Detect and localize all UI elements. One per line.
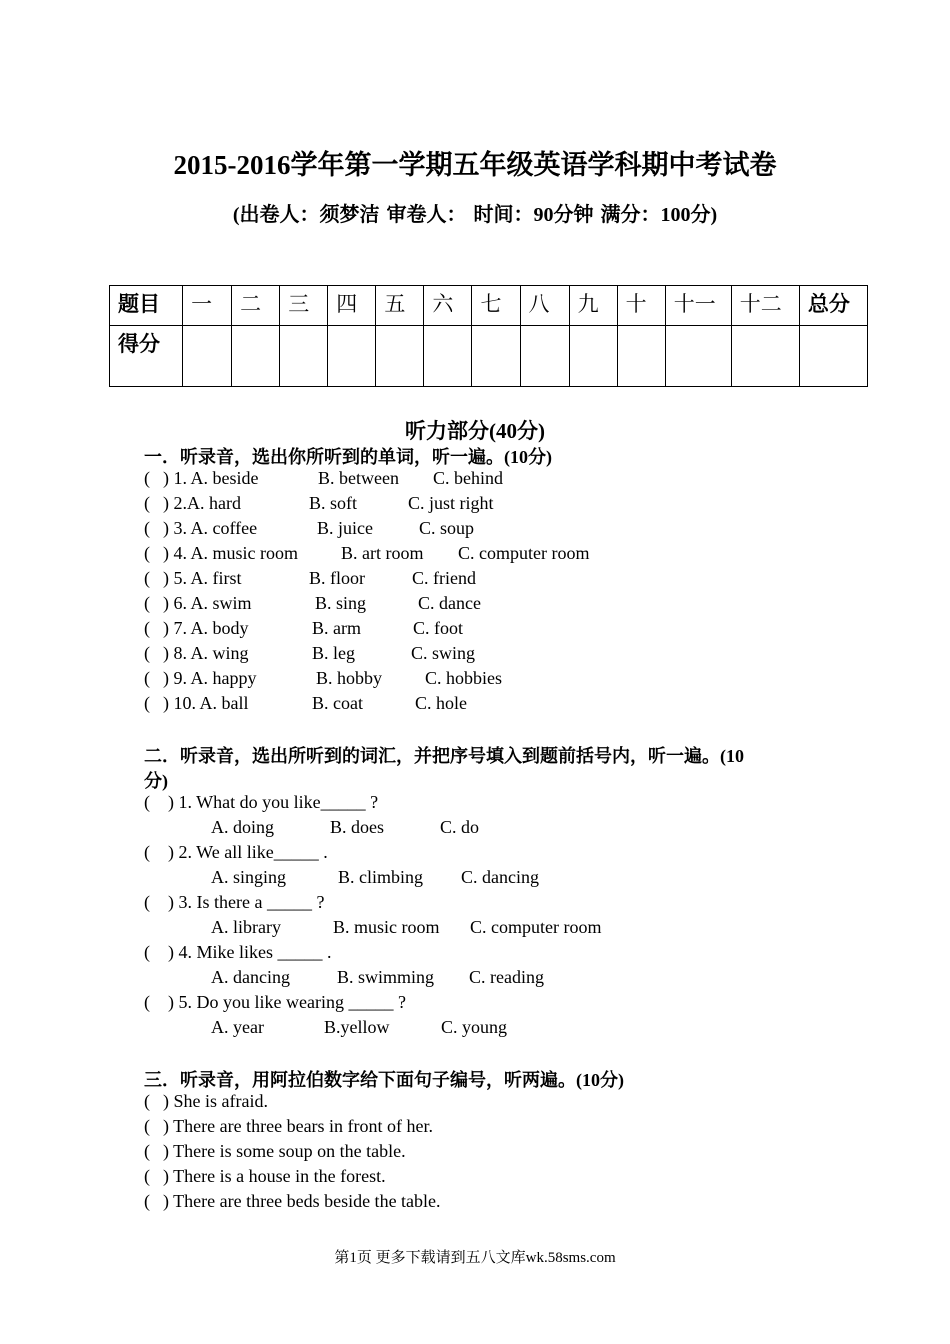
answer-paren[interactable]: ( [144, 568, 150, 588]
question-option-c: C. computer room [470, 917, 602, 937]
table-cell: 七 [472, 286, 520, 326]
score-cell[interactable] [232, 326, 280, 387]
table-cell: 五 [376, 286, 424, 326]
question-option-c: C. computer room [458, 543, 590, 563]
question-option-a: A. doing [211, 817, 274, 837]
answer-paren[interactable]: ( [144, 643, 150, 663]
section2-heading-line1: 二．听录音，选出所听到的词汇，并把序号填入到题前括号内，听一遍。(10 [144, 746, 744, 766]
answer-paren[interactable]: ( [144, 543, 150, 563]
question-option-c: C. friend [412, 568, 476, 588]
question-option-b: B. sing [315, 593, 367, 613]
question-option-b: B. coat [312, 693, 363, 713]
question-text: ) 5. Do you like wearing _____ ? [168, 992, 406, 1012]
answer-paren[interactable]: ( [144, 593, 150, 613]
score-cell[interactable] [280, 326, 328, 387]
answer-paren[interactable]: ( [144, 618, 150, 638]
question-option-a: ) 7. A. body [163, 618, 249, 638]
answer-paren[interactable]: ( [144, 1141, 150, 1161]
sentence-item: ) There are three beds beside the table. [163, 1191, 441, 1211]
question-option-b: B. hobby [316, 668, 383, 688]
answer-paren[interactable]: ( [144, 992, 150, 1012]
question-option-b: B. climbing [338, 867, 423, 887]
answer-paren[interactable]: ( [144, 518, 150, 538]
answer-paren[interactable]: ( [144, 892, 150, 912]
question-option-b: B. juice [317, 518, 373, 538]
answer-paren[interactable]: ( [144, 1116, 150, 1136]
question-option-b: B. between [318, 468, 399, 488]
sentence-item: ) There are three bears in front of her. [163, 1116, 434, 1136]
question-option-b: B. arm [312, 618, 361, 638]
question-option-a: ) 3. A. coffee [163, 518, 258, 538]
question-option-a: ) 4. A. music room [163, 543, 298, 563]
answer-paren[interactable]: ( [144, 468, 150, 488]
score-cell[interactable] [328, 326, 376, 387]
sentence-item: ) She is afraid. [163, 1091, 268, 1111]
question-option-b: B. floor [309, 568, 365, 588]
question-option-a: ) 1. A. beside [163, 468, 259, 488]
question-option-b: B. soft [309, 493, 358, 513]
question-option-a: A. library [211, 917, 281, 937]
question-option-c: C. just right [408, 493, 494, 513]
table-cell: 九 [569, 286, 617, 326]
question-option-c: C. hole [415, 693, 467, 713]
score-cell[interactable] [520, 326, 569, 387]
table-cell: 总分 [799, 286, 867, 326]
question-option-a: ) 6. A. swim [163, 593, 252, 613]
question-option-b: B. does [330, 817, 384, 837]
score-cell[interactable] [617, 326, 665, 387]
question-option-c: C. dance [418, 593, 481, 613]
table-cell: 四 [328, 286, 376, 326]
question-option-b: B. art room [341, 543, 424, 563]
score-cell[interactable] [731, 326, 799, 387]
question-option-a: ) 8. A. wing [163, 643, 249, 663]
question-option-c: C. swing [411, 643, 476, 663]
question-option-b: B. music room [333, 917, 440, 937]
table-cell: 得分 [110, 326, 183, 387]
table-cell: 三 [280, 286, 328, 326]
table-cell: 二 [232, 286, 280, 326]
score-cell[interactable] [472, 326, 520, 387]
listening-section-title: 听力部分(40分) [405, 419, 545, 443]
table-cell: 八 [520, 286, 569, 326]
question-option-a: ) 5. A. first [163, 568, 242, 588]
sentence-item: ) There is some soup on the table. [163, 1141, 406, 1161]
question-text: ) 4. Mike likes _____ . [168, 942, 332, 962]
question-option-a: A. singing [211, 867, 287, 887]
answer-paren[interactable]: ( [144, 493, 150, 513]
sentence-item: ) There is a house in the forest. [163, 1166, 386, 1186]
question-option-b: B. swimming [337, 967, 435, 987]
table-cell: 十一 [665, 286, 731, 326]
table-cell: 十 [617, 286, 665, 326]
question-option-c: C. soup [419, 518, 475, 538]
question-text: ) 1. What do you like_____ ? [168, 792, 379, 812]
score-table-header-row [110, 286, 868, 326]
score-cell[interactable] [569, 326, 617, 387]
page-title: 2015-2016学年第一学期五年级英语学科期中考试卷 [173, 150, 777, 180]
score-table-score-row [110, 326, 868, 387]
answer-paren[interactable]: ( [144, 1091, 150, 1111]
question-option-c: C. foot [413, 618, 464, 638]
question-option-b: B. leg [312, 643, 355, 663]
question-option-c: C. hobbies [425, 668, 503, 688]
question-text: ) 2. We all like_____ . [168, 842, 328, 862]
table-cell: 十二 [731, 286, 799, 326]
question-option-c: C. reading [469, 967, 544, 987]
answer-paren[interactable]: ( [144, 792, 150, 812]
answer-paren[interactable]: ( [144, 842, 150, 862]
score-table [109, 285, 868, 387]
question-option-b: B.yellow [324, 1017, 390, 1037]
section1-heading: 一．听录音，选出你所听到的单词，听一遍。(10分) [144, 447, 552, 467]
score-cell[interactable] [665, 326, 731, 387]
score-cell[interactable] [799, 326, 867, 387]
table-cell: 题目 [110, 286, 183, 326]
table-cell: 一 [183, 286, 232, 326]
question-option-a: A. dancing [211, 967, 290, 987]
question-option-c: C. young [441, 1017, 508, 1037]
section3-heading: 三．听录音，用阿拉伯数字给下面句子编号，听两遍。(10分) [144, 1070, 624, 1090]
answer-paren[interactable]: ( [144, 668, 150, 688]
table-cell: 六 [424, 286, 472, 326]
question-option-c: C. behind [433, 468, 503, 488]
score-cell[interactable] [183, 326, 232, 387]
question-option-a: ) 10. A. ball [163, 693, 249, 713]
answer-paren[interactable]: ( [144, 942, 150, 962]
section2-heading-line2: 分) [144, 771, 168, 791]
question-option-a: ) 9. A. happy [163, 668, 257, 688]
answer-paren[interactable]: ( [144, 1191, 150, 1211]
answer-paren[interactable]: ( [144, 1166, 150, 1186]
question-option-a: A. year [211, 1017, 264, 1037]
page-subtitle: (出卷人：须梦洁 审卷人： 时间：90分钟 满分：100分) [232, 204, 718, 226]
page-footer: 第1页 更多下载请到五八文库wk.58sms.com [334, 1250, 616, 1266]
question-text: ) 3. Is there a _____ ? [168, 892, 325, 912]
question-option-c: C. dancing [461, 867, 539, 887]
score-cell[interactable] [424, 326, 472, 387]
answer-paren[interactable]: ( [144, 693, 150, 713]
question-option-c: C. do [440, 817, 480, 837]
question-option-a: ) 2.A. hard [163, 493, 241, 513]
score-cell[interactable] [376, 326, 424, 387]
